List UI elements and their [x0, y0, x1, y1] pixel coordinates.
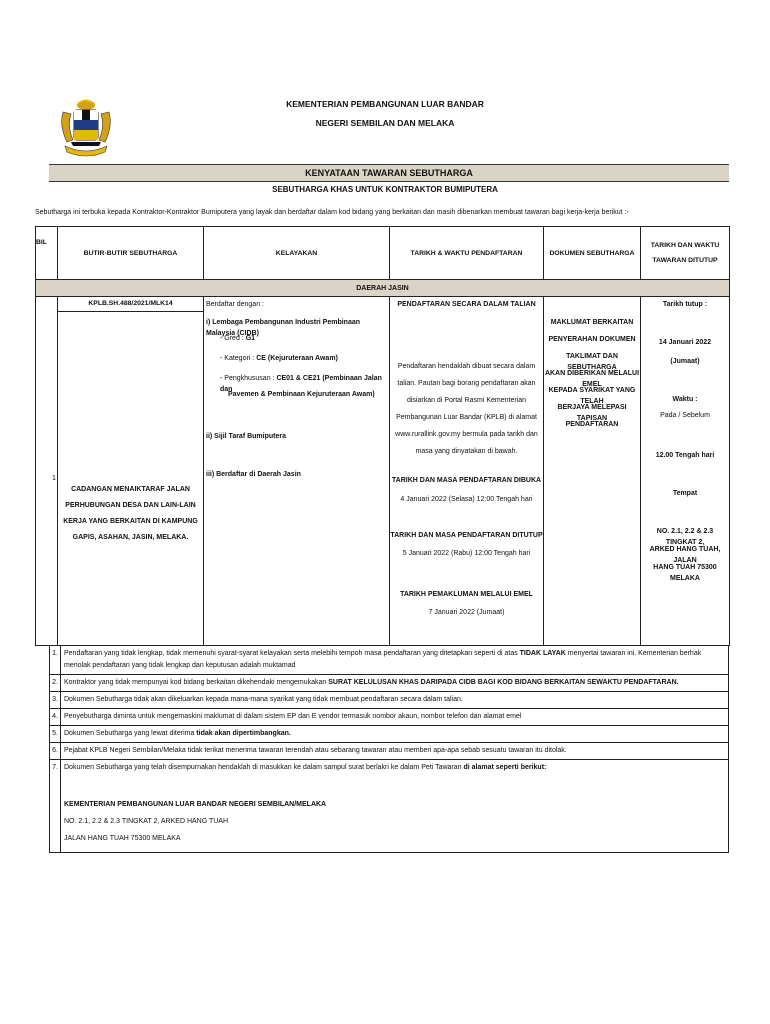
note-text: Pejabat KPLB Negeri Sembilan/Melaka tidak terikat menerima tawaran terendah atau sebarang tawaran atau memberi apa-apa sebab sesuatu tawaran itu ditolak. — [61, 743, 729, 760]
tutup-date: 14 Januari 2022 — [658, 339, 712, 346]
kelayakan-gred: - Gred : G1 — [220, 335, 256, 342]
note-text: Penyebutharga diminta untuk mengemaskini maklumat di dalam sistem EP dan E vendor termasuk nombor akaun, nombor telefon dan alamat emel — [61, 709, 729, 726]
desc-line: GAPIS, ASAHAN, JASIN, MELAKA. — [72, 534, 189, 541]
kelayakan-daerah: iii) Berdaftar di Daerah Jasin — [206, 471, 301, 478]
col-kelayakan: KELAYAKAN — [204, 227, 390, 280]
note-number: 5. — [50, 726, 61, 743]
tempat-label: Tempat — [672, 490, 698, 497]
note-text: Dokumen Sebutharga yang telah disempurnakan hendaklah di masukkan ke dalam sampul surat berlakri ke dalam Peti Tawaran di alamat seperti berikut: KEMENTERIAN PEMBANGUNAN LUAR BANDAR NEGERI SEMBILAN/MELAKA NO. 2.1, 2.2 & 2.3 TINGKAT 2, ARKED HANG TUAH JALAN HANG TUAH 75300 MELAKA — [61, 760, 729, 853]
pendaftaran-tutup-label: TARIKH DAN MASA PENDAFTARAN DITUTUP — [390, 532, 543, 539]
note-text: Dokumen Sebutharga yang lewat diterima tidak akan dipertimbangkan. — [61, 726, 729, 743]
intro-text: Sebutharga ini terbuka kepada Kontraktor-Kontraktor Bumiputera yang layak dan berdaftar dalam kod bidang yang berkaitan dan masih dibenarkan membuat tawaran bagi kerja-kerja berikut :- — [35, 209, 629, 216]
note-text: Dokumen Sebutharga tidak akan dikeluarkan kepada mana-mana syarikat yang tidak membuat pendaftaran secara dalam talian. — [61, 692, 729, 709]
table-row — [36, 297, 730, 646]
region-name: NEGERI SEMBILAN DAN MELAKA — [315, 118, 455, 128]
kelayakan-pengkhususan-2: Pavemen & Pembinaan Kejuruteraan Awam) — [228, 391, 375, 398]
waktu-note: Pada / Sebelum — [660, 412, 710, 419]
pendaftaran-tutup: 5 Januari 2022 (Rabu) 12:00 Tengah hari — [402, 550, 531, 557]
col-pendaftaran: TARIKH & WAKTU PENDAFTARAN — [390, 227, 544, 280]
pendaftaran-buka: 4 Januari 2022 (Selasa) 12:00 Tengah hari — [400, 496, 533, 503]
dokumen-line: KEPADA SYARIKAT YANG TELAH — [548, 387, 636, 405]
col-tutup-line2: TAWARAN DITUTUP — [652, 257, 718, 264]
reference-number: KPLB.SH.488/2021/MLK14 — [58, 297, 203, 312]
tender-table — [35, 226, 730, 646]
note-number: 7. — [50, 760, 61, 853]
note-number: 3. — [50, 692, 61, 709]
desc-line: KERJA YANG BERKAITAN DI KAMPUNG — [63, 518, 198, 525]
page-subtitle: SEBUTHARGA KHAS UNTUK KONTRAKTOR BUMIPUTERA — [272, 185, 498, 194]
area-label: DAERAH JASIN — [36, 280, 730, 297]
dokumen-line: MAKLUMAT BERKAITAN — [550, 319, 634, 326]
tutup-time: 12.00 Tengah hari — [655, 452, 715, 459]
table-header-row — [36, 227, 730, 280]
pendaftaran-title: PENDAFTARAN SECARA DALAM TALIAN — [397, 301, 536, 308]
address-line-2: JALAN HANG TUAH 75300 MELAKA — [64, 835, 181, 842]
pendaftaran-body: talian. Pautan bagi borang pendaftaran akan — [397, 380, 536, 387]
tempat-address: ARKED HANG TUAH, JALAN — [649, 546, 721, 564]
note-row — [50, 692, 729, 709]
note-row — [50, 760, 729, 853]
tempat-address: NO. 2.1, 2.2 & 2.3 TINGKAT 2, — [656, 528, 714, 546]
note-number: 2. — [50, 675, 61, 692]
note-row — [50, 726, 729, 743]
title-bar — [49, 164, 729, 182]
address-name: KEMENTERIAN PEMBANGUNAN LUAR BANDAR NEGERI SEMBILAN/MELAKA — [64, 801, 327, 808]
pendaftaran-body: Pembangunan Luar Bandar (KPLB) di alamat — [396, 414, 537, 421]
dokumen-line: PENYERAHAN DOKUMEN — [548, 336, 636, 343]
col-dokumen: DOKUMEN SEBUTHARGA — [544, 227, 641, 280]
dokumen-line: AKAN DIBERIKAN MELALUI EMEL — [544, 370, 640, 388]
note-number: 6. — [50, 743, 61, 760]
kelayakan-cidb: i) Lembaga Pembangunan Industri Pembinaan Malaysia (CIDB) — [206, 319, 361, 337]
area-row — [36, 280, 730, 297]
page-title: KENYATAAN TAWARAN SEBUTHARGA — [305, 168, 473, 178]
pendaftaran-emel: 7 Januari 2022 (Jumaat) — [428, 609, 505, 616]
dokumen-line: PENDAFTARAN — [565, 421, 619, 428]
note-row — [50, 675, 729, 692]
kelayakan-kategori: - Kategori : CE (Kejuruteraan Awam) — [220, 355, 338, 362]
dokumen-line: TAKLIMAT DAN SEBUTHARGA — [566, 353, 618, 371]
dokumen-line: BERJAYA MELEPASI TAPISAN — [557, 404, 627, 422]
col-tutup-line1: TARIKH DAN WAKTU — [650, 242, 720, 249]
row-number: 1 — [52, 475, 56, 482]
tutup-label: Tarikh tutup : — [662, 301, 708, 308]
ministry-name: KEMENTERIAN PEMBANGUNAN LUAR BANDAR — [286, 99, 484, 109]
note-row — [50, 743, 729, 760]
pendaftaran-body: masa yang dinyatakan di bawah. — [415, 448, 518, 455]
desc-line: CADANGAN MENAIKTARAF JALAN — [71, 486, 190, 493]
kelayakan-pengkhususan: - Pengkhususan : CE01 & CE21 (Pembinaan Jalan dan — [220, 375, 382, 393]
desc-line: PERHUBUNGAN DESA DAN LAIN-LAIN — [65, 502, 196, 509]
tutup-day: (Jumaat) — [670, 358, 700, 365]
address-line-1: NO. 2.1, 2.2 & 2.3 TINGKAT 2, ARKED HANG TUAH — [64, 818, 229, 825]
kelayakan-intro: Berdaftar dengan : — [206, 301, 264, 308]
pendaftaran-body: Pendaftaran hendaklah dibuat secara dalam — [397, 363, 536, 370]
note-row — [50, 646, 729, 675]
pendaftaran-buka-label: TARIKH DAN MASA PENDAFTARAN DIBUKA — [391, 477, 542, 484]
note-text: Kontraktor yang tidak mempunyai kod bidang berkaitan dikehendaki mengemukakan SURAT KELULUSAN KHAS DARIPADA CIDB BAGI KOD BIDANG BERKAITAN SEWAKTU PENDAFTARAN. — [61, 675, 729, 692]
col-bil: BIL — [36, 227, 58, 280]
note-row — [50, 709, 729, 726]
waktu-label: Waktu : — [672, 396, 698, 403]
note-text: Pendaftaran yang tidak lengkap, tidak memenuhi syarat-syarat kelayakan serta melebihi tempoh masa pendaftaran yang ditetapkan seperti di atas TIDAK LAYAK menyertai tawaran ini. Kementerian berhak menolak pendaftaran yang tidak lengkap dan keputusan adalah muktamad — [61, 646, 729, 675]
kelayakan-bumiputera: ii) Sijil Taraf Bumiputera — [206, 433, 286, 440]
note-number: 4. — [50, 709, 61, 726]
col-tutup — [641, 227, 730, 280]
note-number: 1. — [50, 646, 61, 675]
pendaftaran-body: www.rurallink.gov.my bermula pada tarikh dan — [395, 431, 538, 438]
col-butir: BUTIR-BUTIR SEBUTHARGA — [58, 227, 204, 280]
pendaftaran-emel-label: TARIKH PEMAKLUMAN MELALUI EMEL — [400, 591, 533, 598]
pendaftaran-body: disiarkan di Portal Rasmi Kementerian — [406, 397, 527, 404]
tempat-address: HANG TUAH 75300 MELAKA — [653, 564, 717, 582]
notes-table — [49, 645, 729, 853]
